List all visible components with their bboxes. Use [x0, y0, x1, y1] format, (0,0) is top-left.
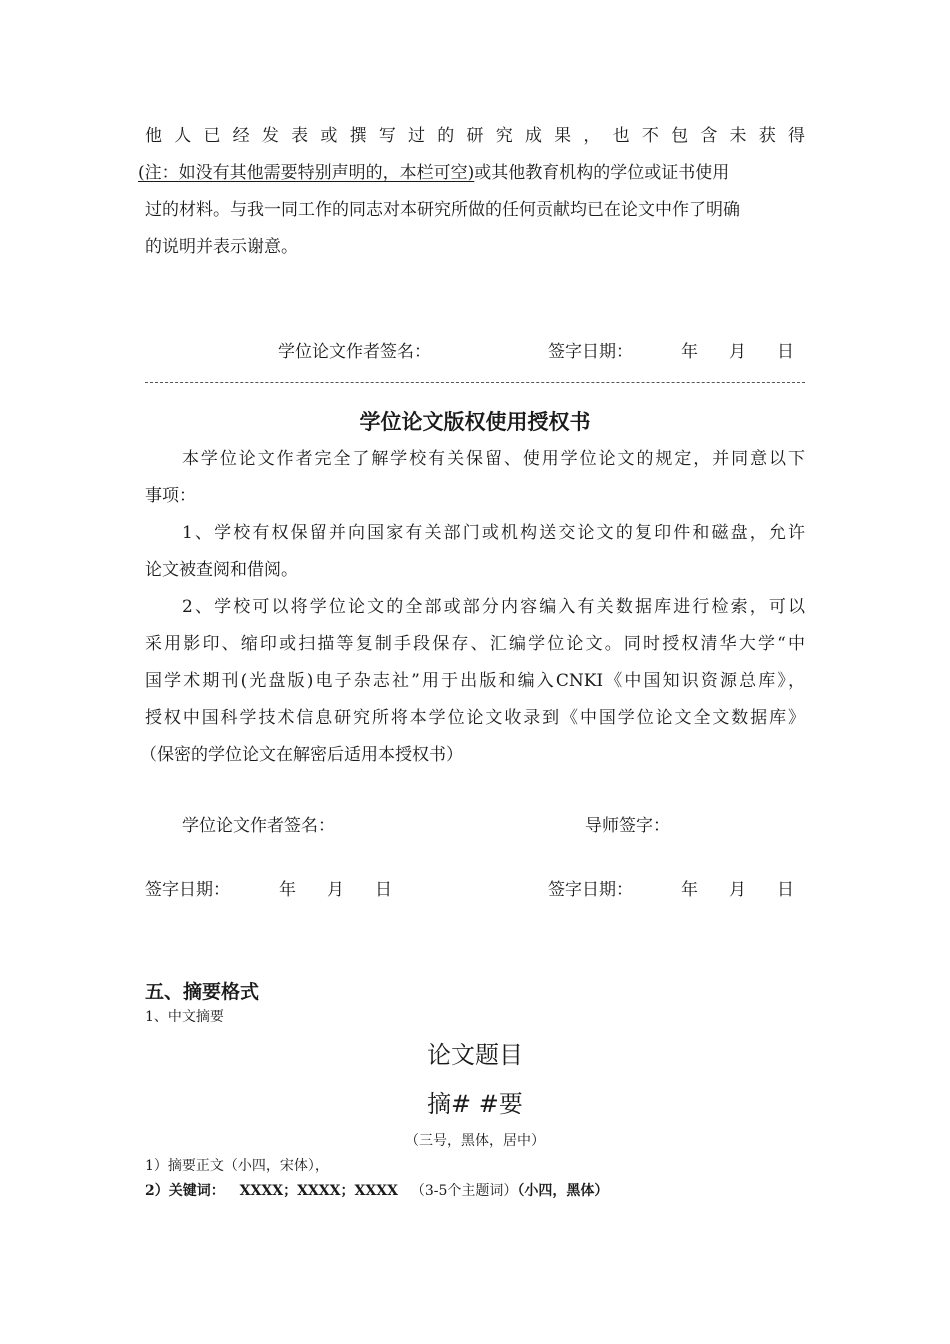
- section-5-heading: 五、摘要格式: [145, 981, 260, 1003]
- advisor-date-label: 签字日期：: [548, 880, 633, 900]
- declaration-line-1: 他人已经发表或撰写过的研究成果，也不包含未获得: [145, 126, 805, 146]
- authorization-title: 学位论文版权使用授权书: [359, 410, 591, 434]
- advisor-date-year: 年: [681, 880, 698, 900]
- declaration-line-2: [138, 155, 729, 192]
- declaration-signature-label: 学位论文作者签名：: [278, 342, 431, 362]
- authorization-p2-line-2: 论文被查阅和借阅。: [145, 560, 298, 580]
- abstract-item-2: [145, 1180, 608, 1202]
- authorization-p3-line-1: 2、学校可以将学位论文的全部或部分内容编入有关数据库进行检索，可以: [182, 597, 805, 617]
- section-5-sub: 1、中文摘要: [145, 1009, 224, 1025]
- authorization-p3-line-3: 国学术期刊(光盘版)电子杂志社”用于出版和编入CNKI《中国知识资源总库》，: [145, 671, 805, 691]
- authorization-p3-line-5: （保密的学位论文在解密后适用本授权书）: [140, 745, 463, 765]
- declaration-day: 日: [777, 342, 794, 362]
- advisor-date-month: 月: [729, 880, 746, 900]
- abstract-item-1: 1）摘要正文（小四，宋体），: [145, 1158, 329, 1174]
- authorization-p1-line-2: 事项：: [145, 486, 196, 506]
- declaration-note: (注：如没有其他需要特别声明的，本栏可空): [138, 163, 475, 183]
- thesis-title-sample: 论文题目: [427, 1041, 523, 1069]
- keywords-format-note: （小四，黑体）: [517, 1183, 609, 1199]
- declaration-year: 年: [681, 342, 698, 362]
- keywords-sample: XXXX；XXXX；XXXX: [239, 1183, 398, 1199]
- author-date-label: 签字日期：: [145, 880, 230, 900]
- declaration-month: 月: [729, 342, 746, 362]
- declaration-line-3: 过的材料。与我一同工作的同志对本研究所做的任何贡献均已在论文中作了明确: [145, 200, 740, 220]
- abstract-title-sample: 摘# #要: [427, 1090, 523, 1118]
- declaration-line-2-rest: 或其他教育机构的学位或证书使用: [474, 163, 730, 183]
- advisor-date-day: 日: [777, 880, 794, 900]
- author-sign-label: 学位论文作者签名：: [182, 816, 335, 836]
- keywords-count-note: （3-5个主题词）: [410, 1183, 518, 1199]
- authorization-p2-line-1: 1、学校有权保留并向国家有关部门或机构送交论文的复印件和磁盘，允许: [182, 523, 805, 543]
- keywords-label: 2）关键词：: [145, 1183, 225, 1199]
- author-date-year: 年: [279, 880, 296, 900]
- title-format-note: （三号，黑体，居中）: [405, 1133, 545, 1149]
- authorization-p3-line-4: 授权中国科学技术信息研究所将本学位论文收录到《中国学位论文全文数据库》: [145, 708, 805, 728]
- authorization-p1-line-1: 本学位论文作者完全了解学校有关保留、使用学位论文的规定，并同意以下: [182, 449, 805, 469]
- advisor-sign-label: 导师签字：: [585, 816, 670, 836]
- dashed-divider: [145, 382, 805, 383]
- declaration-date-label: 签字日期：: [548, 342, 633, 362]
- author-date-month: 月: [327, 880, 344, 900]
- authorization-p3-line-2: 采用影印、缩印或扫描等复制手段保存、汇编学位论文。同时授权清华大学“中: [145, 634, 805, 654]
- declaration-line-4: 的说明并表示谢意。: [145, 237, 298, 257]
- author-date-day: 日: [375, 880, 392, 900]
